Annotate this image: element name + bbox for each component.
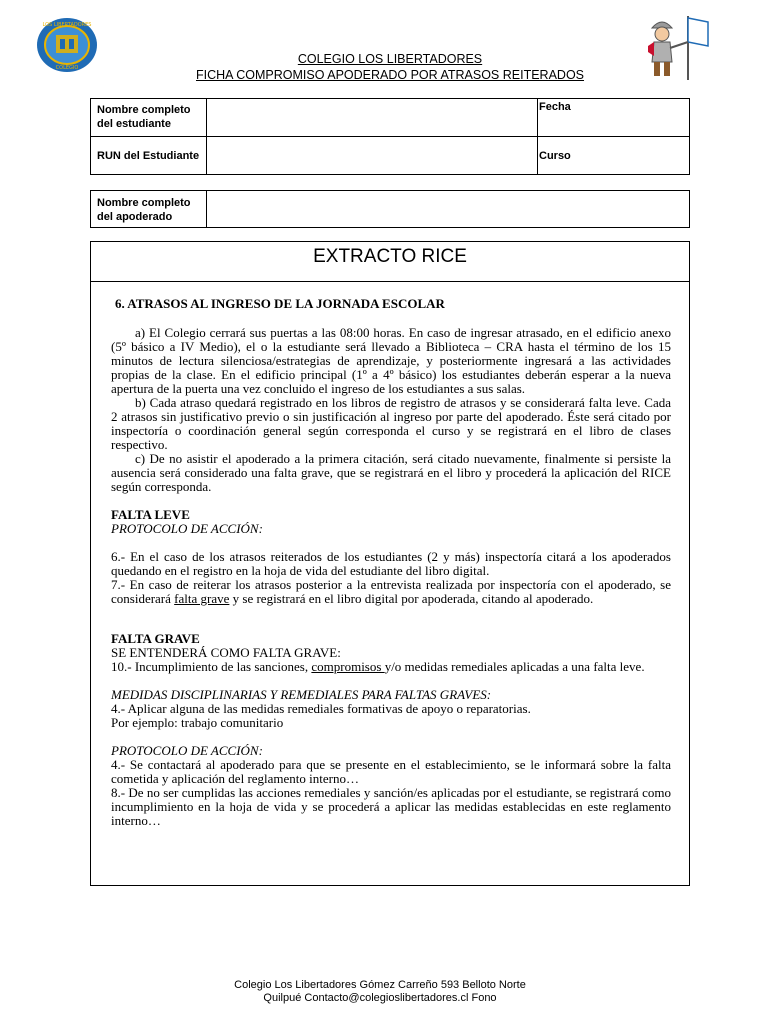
rice-title: EXTRACTO RICE [313, 246, 467, 267]
footer-address: Colegio Los Libertadores Gómez Carreño 593 Belloto Norte [234, 979, 526, 991]
section-heading: 6. ATRASOS AL INGRESO DE LA JORNADA ESCOLAR [115, 296, 445, 311]
protocolo-heading-1: PROTOCOLO DE ACCIÓN: [111, 521, 263, 536]
item-4-medidas: 4.- Aplicar alguna de las medidas remediales formativas de apoyo o reparatorias. [111, 701, 531, 716]
protocolo-heading-2: PROTOCOLO DE ACCIÓN: [111, 743, 263, 758]
medidas-heading: MEDIDAS DISCIPLINARIAS Y REMEDIALES PARA FALTAS GRAVES: [111, 687, 492, 702]
paragraph-c: c) De no asistir el apoderado a la primera citación, será citado nuevamente, finalmente si persiste la ausencia será considerado una falta grave, que se registrará en el libro y procederá la aplicación del RICE según corresponda. [111, 451, 671, 494]
paragraph-b: b) Cada atraso quedará registrado en los libros de registro de atrasos y se considerará falta leve. Cada 2 atrasos sin justificativo previo o sin justificación al ingreso por parte del apoderado. Éste será citado por inspectoría o coordinación general según corresponda el curso y se registrará en el libro de clases respectivo. [111, 395, 671, 452]
student-name-label: Nombre completo del estudiante [97, 104, 191, 130]
student-name-field[interactable] [207, 99, 537, 136]
school-title: COLEGIO LOS LIBERTADORES [297, 52, 483, 66]
guardian-name-label: Nombre completo del apoderado [97, 197, 191, 223]
item-7: 7.- En caso de reiterar los atrasos posterior a la entrevista realizada por inspectoría con el apoderado, se considerará falta grave y se registrará en el libro digital por apoderada, citando al apoderado. [111, 577, 671, 606]
guardian-info-table [90, 190, 690, 228]
item-4-protocolo: 4.- Se contactará al apoderado para que se presente en el establecimiento, se le informará sobre la falta cometida y aplicación del reglamento interno… [111, 757, 671, 786]
se-entendera-heading: SE ENTENDERÁ COMO FALTA GRAVE: [111, 645, 341, 660]
student-info-table [90, 98, 690, 175]
falta-leve-heading: FALTA LEVE [111, 507, 190, 522]
rice-extract-box [90, 241, 690, 886]
form-title: FICHA COMPROMISO APODERADO POR ATRASOS REITERADOS [195, 68, 585, 82]
ejemplo-text: Por ejemplo: trabajo comunitario [111, 715, 284, 730]
rice-divider [91, 281, 689, 282]
run-field[interactable] [207, 137, 537, 174]
rice-content [111, 326, 671, 828]
item-6: 6.- En el caso de los atrasos reiterados de los estudiantes (2 y más) inspectoría citará a los apoderados quedando en el registro en la hoja de vida del estudiante del libro digital. [111, 549, 671, 578]
run-label: RUN del Estudiante [97, 150, 200, 162]
item-10: 10.- Incumplimiento de las sanciones, compromisos y/o medidas remediales aplicadas a una falta leve. [111, 659, 645, 674]
svg-text:LOS LIBERTADORES: LOS LIBERTADORES [42, 22, 92, 28]
paragraph-a: a) El Colegio cerrará sus puertas a las 08:00 horas. En caso de ingresar atrasado, en el edificio anexo (5º básico a IV Medio), el o la estudiante será llevado a Biblioteca – CRA hasta el término de los 15 minutos de lectura silenciosa/estrategias de aprendizaje, y posteriormente ingresará a las actividades propias de la clase. En el edificio principal (1º a 4º básico) los estudiantes deberán esperar a la nueva apertura de la puerta una vez concluido el ingreso de los estudiantes a sus salas. [111, 325, 671, 396]
date-label: Fecha [539, 101, 571, 113]
guardian-name-field[interactable] [207, 191, 689, 227]
item-8: 8.- De no ser cumplidas las acciones remediales y sanción/es aplicadas por el estudiante, se registrará como incumplimiento en la hoja de vida y se procederá a aplicar las medidas establecidas en este reglamento interno… [111, 785, 671, 828]
svg-text:COLEGIO: COLEGIO [55, 65, 79, 71]
falta-grave-heading: FALTA GRAVE [111, 631, 200, 646]
footer-contact: Quilpué Contacto@colegioslibertadores.cl Fono [263, 992, 497, 1004]
course-label: Curso [539, 150, 571, 162]
